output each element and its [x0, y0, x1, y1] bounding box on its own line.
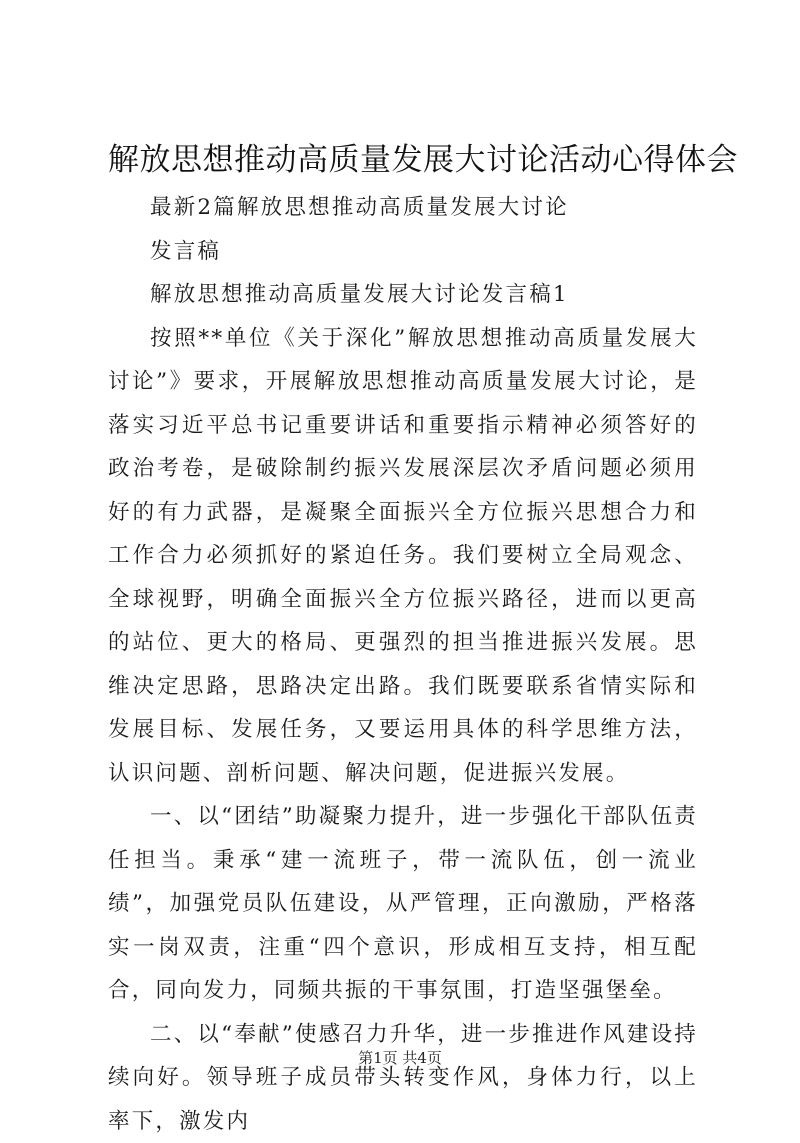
document-body [108, 186, 698, 1143]
subtitle-line-2: 发言稿 [108, 230, 698, 274]
document-title: 解放思想推动高质量发展大讨论活动心得体会 [108, 138, 708, 182]
paragraph-intro: 按照**单位《关于深化”解放思想推动高质量发展大讨论”》要求，开展解放思想推动高质量发展大讨论，是落实习近平总书记重要讲话和重要指示精神必须答好的政治考卷，是破除制约振兴发展深层次矛盾问题必须用好的有力武器，是凝聚全面振兴全方位振兴思想合力和工作合力必须抓好的紧迫任务。我们要树立全局观念、全球视野，明确全面振兴全方位振兴路径，进而以更高的站位、更大的格局、更强烈的担当推进振兴发展。思维决定思路，思路决定出路。我们既要联系省情实际和发展目标、发展任务，又要运用具体的科学思维方法，认识问题、剖析问题、解决问题，促进振兴发展。 [108, 317, 698, 796]
subtitle-line-1: 最新2篇解放思想推动高质量发展大讨论 [108, 186, 698, 230]
paragraph-point-2: 二、以“奉献”使感召力升华，进一步推进作风建设持续向好。领导班子成员带头转变作风，身体力行，以上率下，激发内 [108, 1013, 698, 1143]
paragraph-point-1: 一、以“团结”助凝聚力提升，进一步强化干部队伍责任担当。秉承“建一流班子，带一流队伍，创一流业绩”，加强党员队伍建设，从严管理，正向激励，严格落实一岗双责，注重“四个意识，形成相互支持，相互配合，同向发力，同频共振的干事氛围，打造坚强堡垒。 [108, 795, 698, 1013]
section-heading: 解放思想推动高质量发展大讨论发言稿1 [108, 273, 698, 317]
page-number: 第1页 共4页 [0, 1047, 800, 1068]
